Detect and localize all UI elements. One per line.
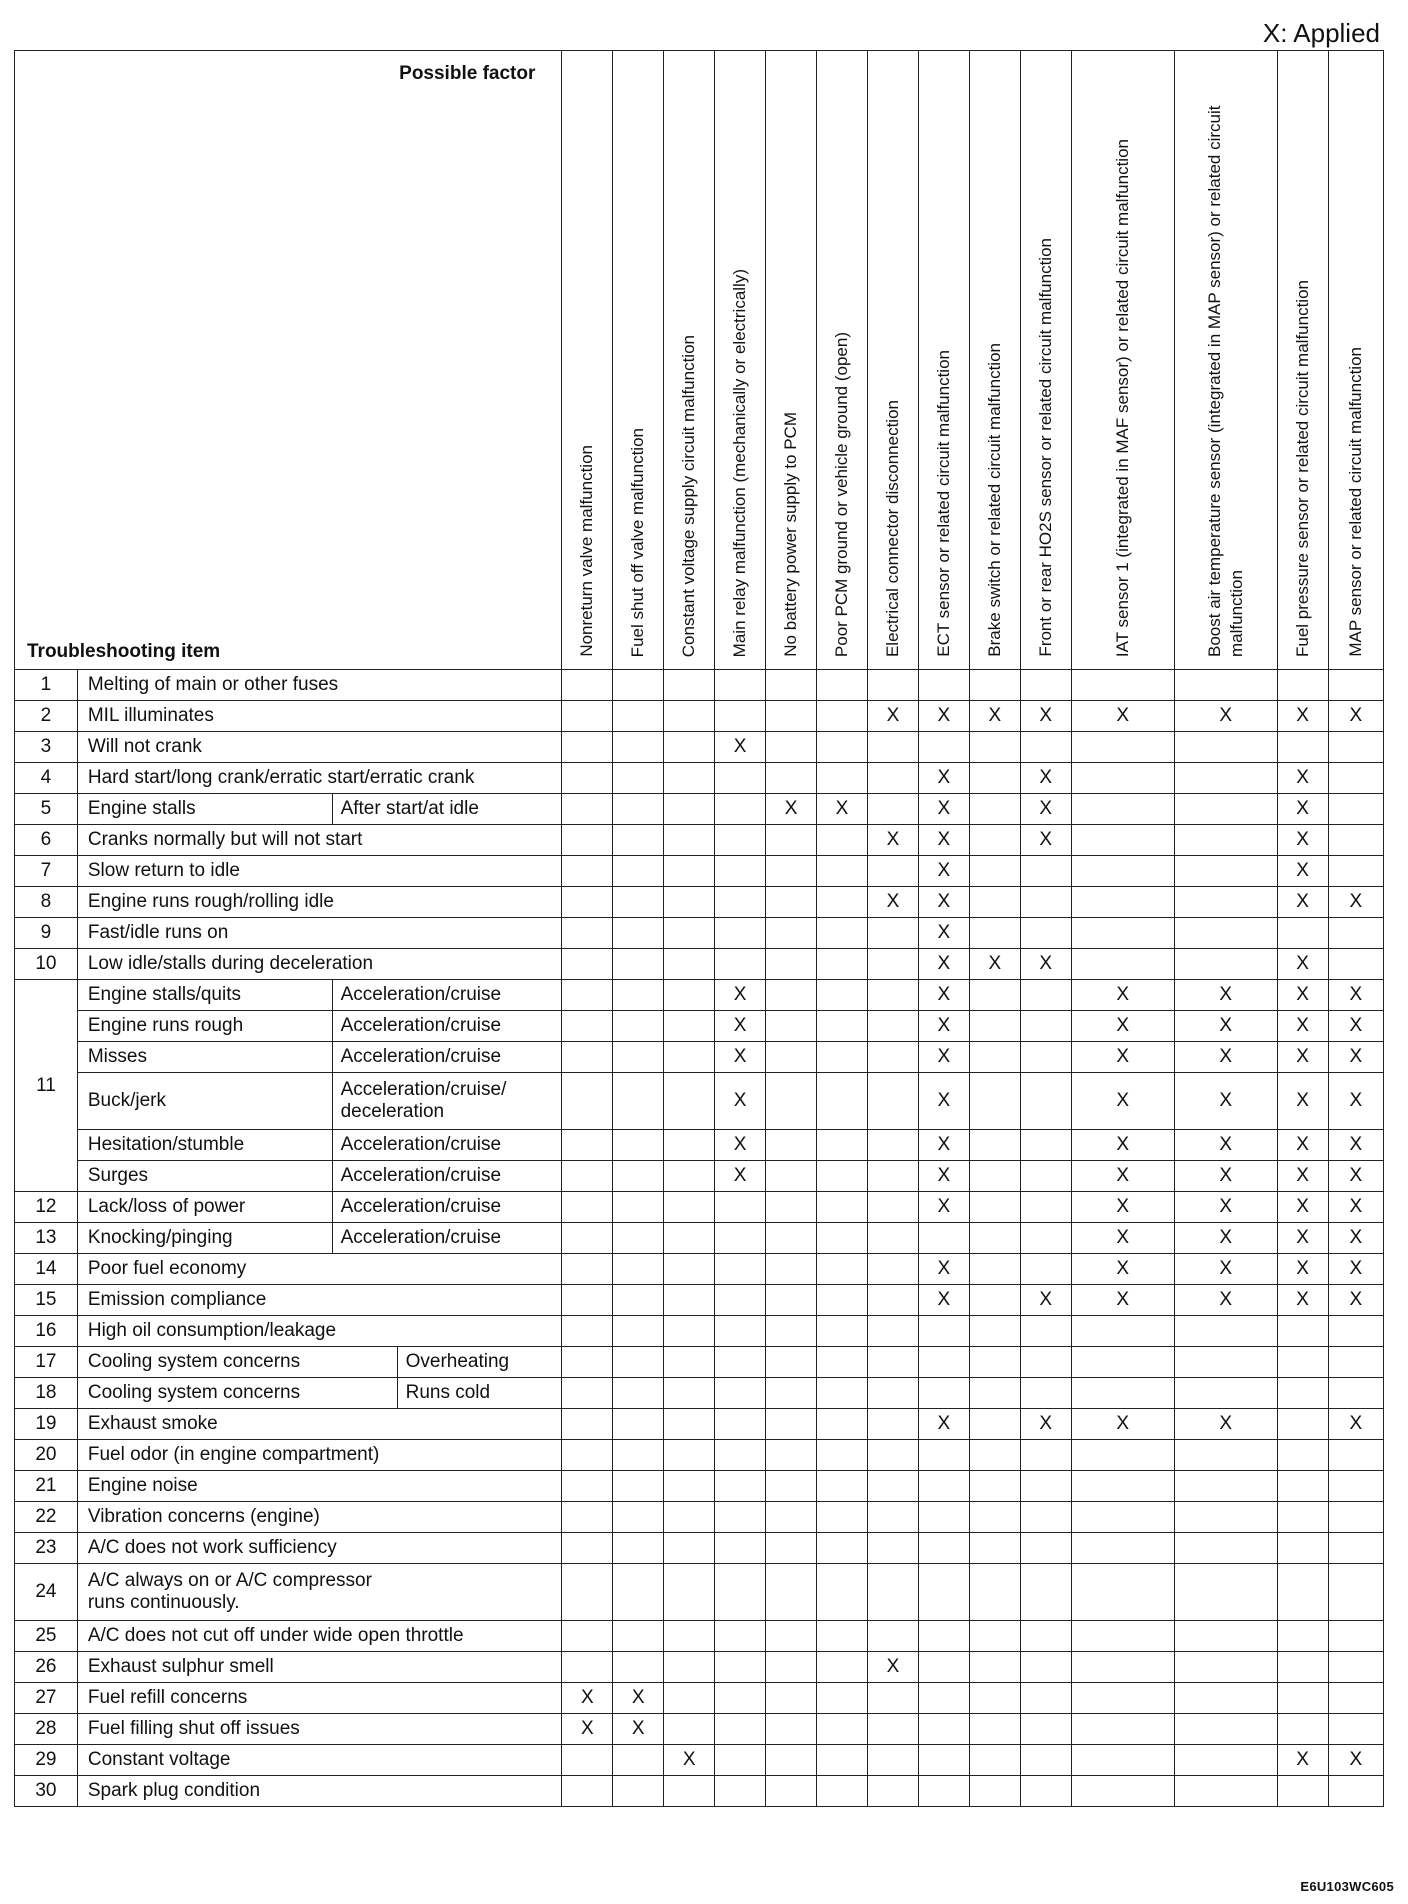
row-item: MIL illuminates (77, 701, 562, 732)
factor-header (1277, 51, 1328, 670)
document-code: E6U103WC605 (1300, 1879, 1394, 1894)
applied-mark: X (1328, 1073, 1383, 1130)
row-item: Lack/loss of power (77, 1192, 332, 1223)
applied-mark: X (1071, 980, 1174, 1011)
row-item: Cranks normally but will not start (77, 825, 562, 856)
row-item (77, 1564, 562, 1621)
applied-mark: X (1328, 1192, 1383, 1223)
row-number: 27 (15, 1683, 78, 1714)
applied-mark: X (918, 949, 969, 980)
row-item: High oil consumption/leakage (77, 1316, 562, 1347)
table-row (15, 1316, 1384, 1347)
applied-mark: X (562, 1714, 613, 1745)
row-number: 6 (15, 825, 78, 856)
applied-mark: X (817, 794, 868, 825)
row-number: 18 (15, 1378, 78, 1409)
applied-mark: X (918, 1073, 969, 1130)
table-row (15, 1223, 1384, 1254)
row-item: Exhaust smoke (77, 1409, 562, 1440)
row-number: 3 (15, 732, 78, 763)
applied-mark: X (918, 1011, 969, 1042)
row-item: Vibration concerns (engine) (77, 1502, 562, 1533)
applied-mark: X (715, 980, 766, 1011)
row-number: 4 (15, 763, 78, 794)
legend: X: Applied (1262, 18, 1380, 48)
applied-mark: X (1071, 1254, 1174, 1285)
row-number: 22 (15, 1502, 78, 1533)
applied-mark: X (715, 732, 766, 763)
applied-mark: X (1277, 1285, 1328, 1316)
applied-mark: X (1277, 763, 1328, 794)
row-item: Will not crank (77, 732, 562, 763)
applied-mark: X (1277, 1161, 1328, 1192)
row-condition: After start/at idle (332, 794, 562, 825)
applied-mark: X (664, 1745, 715, 1776)
row-item: Emission compliance (77, 1285, 562, 1316)
table-row (15, 1502, 1384, 1533)
applied-mark: X (1071, 1161, 1174, 1192)
applied-mark: X (1328, 701, 1383, 732)
applied-mark: X (918, 763, 969, 794)
table-row (15, 1409, 1384, 1440)
row-condition: Overheating (397, 1347, 562, 1378)
applied-mark: X (1277, 980, 1328, 1011)
applied-mark: X (1328, 1161, 1383, 1192)
applied-mark: X (1174, 1192, 1277, 1223)
row-item: Spark plug condition (77, 1776, 562, 1807)
row-number: 17 (15, 1347, 78, 1378)
table-row (15, 701, 1384, 732)
applied-mark: X (918, 1161, 969, 1192)
row-number: 23 (15, 1533, 78, 1564)
row-item: Fuel refill concerns (77, 1683, 562, 1714)
row-condition: Acceleration/cruise (332, 980, 562, 1011)
applied-mark: X (1277, 1223, 1328, 1254)
row-number: 9 (15, 918, 78, 949)
applied-mark: X (613, 1683, 664, 1714)
row-number: 14 (15, 1254, 78, 1285)
row-item: Low idle/stalls during deceleration (77, 949, 562, 980)
applied-mark: X (1071, 1192, 1174, 1223)
applied-mark: X (1174, 1130, 1277, 1161)
applied-mark: X (918, 980, 969, 1011)
row-number: 10 (15, 949, 78, 980)
table-row (15, 1130, 1384, 1161)
table-row (15, 732, 1384, 763)
row-item: A/C does not cut off under wide open throttle (77, 1621, 562, 1652)
applied-mark: X (1071, 1223, 1174, 1254)
applied-mark: X (1071, 1073, 1174, 1130)
row-number: 29 (15, 1745, 78, 1776)
applied-mark: X (1174, 980, 1277, 1011)
table-row (15, 918, 1384, 949)
applied-mark: X (1277, 1192, 1328, 1223)
row-number: 15 (15, 1285, 78, 1316)
row-item: Misses (77, 1042, 332, 1073)
table-row (15, 1440, 1384, 1471)
factor-label: ECT sensor or related circuit malfunction (933, 350, 953, 657)
table-row (15, 1285, 1384, 1316)
row-item: Hard start/long crank/erratic start/erratic crank (77, 763, 562, 794)
row-number: 12 (15, 1192, 78, 1223)
row-item: Hesitation/stumble (77, 1130, 332, 1161)
applied-mark: X (918, 918, 969, 949)
row-condition: Acceleration/cruise (332, 1042, 562, 1073)
applied-mark: X (1277, 1042, 1328, 1073)
table-row (15, 1192, 1384, 1223)
applied-mark: X (1277, 1130, 1328, 1161)
table-row (15, 1042, 1384, 1073)
row-condition: Acceleration/cruise (332, 1192, 562, 1223)
applied-mark: X (1277, 794, 1328, 825)
table-row (15, 1745, 1384, 1776)
factor-label: Boost air temperature sensor (integrated in MAP sensor) or related circuit malfunction (1204, 105, 1246, 657)
applied-mark: X (867, 887, 918, 918)
header-corner (15, 51, 562, 670)
applied-mark: X (867, 701, 918, 732)
row-number: 7 (15, 856, 78, 887)
table-row (15, 887, 1384, 918)
row-condition-line: deceleration (340, 1101, 445, 1122)
factor-header (1020, 51, 1071, 670)
applied-mark: X (562, 1683, 613, 1714)
applied-mark: X (715, 1073, 766, 1130)
row-number: 19 (15, 1409, 78, 1440)
applied-mark: X (715, 1042, 766, 1073)
factor-label: Brake switch or related circuit malfunction (984, 343, 1004, 657)
applied-mark: X (1071, 701, 1174, 732)
applied-mark: X (1020, 701, 1071, 732)
applied-mark: X (1020, 949, 1071, 980)
possible-factor-label: Possible factor (399, 63, 536, 84)
applied-mark: X (918, 1254, 969, 1285)
factor-header (562, 51, 613, 670)
factor-label: Front or rear HO2S sensor or related circuit malfunction (1035, 238, 1055, 657)
row-number: 26 (15, 1652, 78, 1683)
row-item: Knocking/pinging (77, 1223, 332, 1254)
row-number: 1 (15, 670, 78, 701)
applied-mark: X (918, 1192, 969, 1223)
applied-mark: X (715, 1130, 766, 1161)
applied-mark: X (1277, 1745, 1328, 1776)
applied-mark: X (1174, 1409, 1277, 1440)
factor-header (664, 51, 715, 670)
row-item: Engine stalls (77, 794, 332, 825)
table-row (15, 980, 1384, 1011)
applied-mark: X (715, 1011, 766, 1042)
applied-mark: X (1328, 1011, 1383, 1042)
factor-label: Poor PCM ground or vehicle ground (open) (832, 331, 852, 657)
row-number: 11 (15, 980, 78, 1192)
applied-mark: X (1071, 1130, 1174, 1161)
applied-mark: X (1328, 1409, 1383, 1440)
row-number: 2 (15, 701, 78, 732)
applied-mark: X (867, 1652, 918, 1683)
table-row (15, 825, 1384, 856)
factor-label: No battery power supply to PCM (781, 412, 801, 657)
factor-label: Fuel pressure sensor or related circuit malfunction (1292, 280, 1312, 657)
applied-mark: X (1174, 1073, 1277, 1130)
row-item: Engine runs rough/rolling idle (77, 887, 562, 918)
applied-mark: X (1071, 1042, 1174, 1073)
table-row (15, 1254, 1384, 1285)
applied-mark: X (918, 1409, 969, 1440)
applied-mark: X (1277, 1073, 1328, 1130)
row-condition (332, 1073, 562, 1130)
applied-mark: X (1174, 701, 1277, 732)
applied-mark: X (1328, 887, 1383, 918)
applied-mark: X (918, 887, 969, 918)
applied-mark: X (1020, 794, 1071, 825)
row-number: 30 (15, 1776, 78, 1807)
table-row (15, 1533, 1384, 1564)
row-number: 24 (15, 1564, 78, 1621)
applied-mark: X (1277, 1254, 1328, 1285)
table-row (15, 763, 1384, 794)
factor-header (715, 51, 766, 670)
applied-mark: X (918, 1042, 969, 1073)
applied-mark: X (867, 825, 918, 856)
factor-header (867, 51, 918, 670)
table-row (15, 1161, 1384, 1192)
table-row (15, 949, 1384, 980)
applied-mark: X (918, 1130, 969, 1161)
row-item: Fast/idle runs on (77, 918, 562, 949)
row-item: Surges (77, 1161, 332, 1192)
factor-header (766, 51, 817, 670)
applied-mark: X (918, 856, 969, 887)
row-item: Engine noise (77, 1471, 562, 1502)
row-number: 28 (15, 1714, 78, 1745)
factor-label: Main relay malfunction (mechanically or electrically) (730, 268, 750, 657)
row-number: 13 (15, 1223, 78, 1254)
table-row (15, 1652, 1384, 1683)
applied-mark: X (1174, 1011, 1277, 1042)
table-row (15, 1621, 1384, 1652)
applied-mark: X (1328, 1285, 1383, 1316)
applied-mark: X (1174, 1161, 1277, 1192)
factor-header (918, 51, 969, 670)
applied-mark: X (1174, 1285, 1277, 1316)
applied-mark: X (1328, 1223, 1383, 1254)
row-item: Slow return to idle (77, 856, 562, 887)
applied-mark: X (918, 825, 969, 856)
applied-mark: X (1328, 1130, 1383, 1161)
factor-header (1174, 51, 1277, 670)
applied-mark: X (1071, 1011, 1174, 1042)
factor-label: IAT sensor 1 (integrated in MAF sensor) or related circuit malfunction (1112, 138, 1132, 657)
row-condition-line: Acceleration/cruise/ (340, 1079, 507, 1100)
row-item: Buck/jerk (77, 1073, 332, 1130)
row-item: Engine runs rough (77, 1011, 332, 1042)
factor-label: Fuel shut off valve malfunction (628, 427, 648, 657)
row-number: 21 (15, 1471, 78, 1502)
row-item: Melting of main or other fuses (77, 670, 562, 701)
applied-mark: X (1071, 1409, 1174, 1440)
row-condition: Acceleration/cruise (332, 1011, 562, 1042)
applied-mark: X (1277, 887, 1328, 918)
row-item: Constant voltage (77, 1745, 562, 1776)
table-row (15, 1471, 1384, 1502)
row-number: 5 (15, 794, 78, 825)
row-item: Cooling system concerns (77, 1347, 397, 1378)
factor-label: Constant voltage supply circuit malfunction (679, 334, 699, 657)
applied-mark: X (969, 701, 1020, 732)
table-row (15, 1564, 1384, 1621)
table-row (15, 1073, 1384, 1130)
factor-header (969, 51, 1020, 670)
table-row (15, 1683, 1384, 1714)
factor-header (613, 51, 664, 670)
row-number: 8 (15, 887, 78, 918)
factor-label: MAP sensor or related circuit malfunction (1345, 347, 1365, 657)
row-item: Fuel odor (in engine compartment) (77, 1440, 562, 1471)
row-condition: Runs cold (397, 1378, 562, 1409)
row-number: 25 (15, 1621, 78, 1652)
row-item: Fuel filling shut off issues (77, 1714, 562, 1745)
applied-mark: X (1277, 949, 1328, 980)
factor-label: Electrical connector disconnection (882, 399, 902, 657)
table-row (15, 1011, 1384, 1042)
troubleshooting-table (14, 50, 1384, 1807)
table-row (15, 1378, 1384, 1409)
factor-header (1328, 51, 1383, 670)
applied-mark: X (1277, 825, 1328, 856)
applied-mark: X (715, 1161, 766, 1192)
applied-mark: X (1174, 1042, 1277, 1073)
row-item: Engine stalls/quits (77, 980, 332, 1011)
applied-mark: X (918, 701, 969, 732)
applied-mark: X (613, 1714, 664, 1745)
row-condition: Acceleration/cruise (332, 1130, 562, 1161)
applied-mark: X (1328, 1042, 1383, 1073)
table-row (15, 794, 1384, 825)
applied-mark: X (1020, 763, 1071, 794)
table-row (15, 670, 1384, 701)
factor-header (817, 51, 868, 670)
table-row (15, 1714, 1384, 1745)
applied-mark: X (1174, 1254, 1277, 1285)
row-item: Poor fuel economy (77, 1254, 562, 1285)
factor-label: Nonreturn valve malfunction (577, 445, 597, 657)
applied-mark: X (918, 1285, 969, 1316)
applied-mark: X (1020, 1285, 1071, 1316)
applied-mark: X (1020, 1409, 1071, 1440)
applied-mark: X (766, 794, 817, 825)
applied-mark: X (1328, 1254, 1383, 1285)
row-item-line: A/C always on or A/C compressor (87, 1570, 372, 1591)
applied-mark: X (1277, 701, 1328, 732)
applied-mark: X (1020, 825, 1071, 856)
applied-mark: X (1328, 1745, 1383, 1776)
row-number: 16 (15, 1316, 78, 1347)
applied-mark: X (969, 949, 1020, 980)
table-row (15, 1776, 1384, 1807)
table-row (15, 856, 1384, 887)
row-item: A/C does not work sufficiency (77, 1533, 562, 1564)
row-condition: Acceleration/cruise (332, 1223, 562, 1254)
row-condition: Acceleration/cruise (332, 1161, 562, 1192)
applied-mark: X (1328, 980, 1383, 1011)
row-item-line: runs continuously. (87, 1592, 240, 1613)
applied-mark: X (1071, 1285, 1174, 1316)
row-item: Cooling system concerns (77, 1378, 397, 1409)
applied-mark: X (1174, 1223, 1277, 1254)
applied-mark: X (1277, 856, 1328, 887)
troubleshooting-item-label: Troubleshooting item (27, 641, 221, 662)
table-row (15, 1347, 1384, 1378)
row-number: 20 (15, 1440, 78, 1471)
applied-mark: X (918, 794, 969, 825)
applied-mark: X (1277, 1011, 1328, 1042)
row-item: Exhaust sulphur smell (77, 1652, 562, 1683)
factor-header (1071, 51, 1174, 670)
